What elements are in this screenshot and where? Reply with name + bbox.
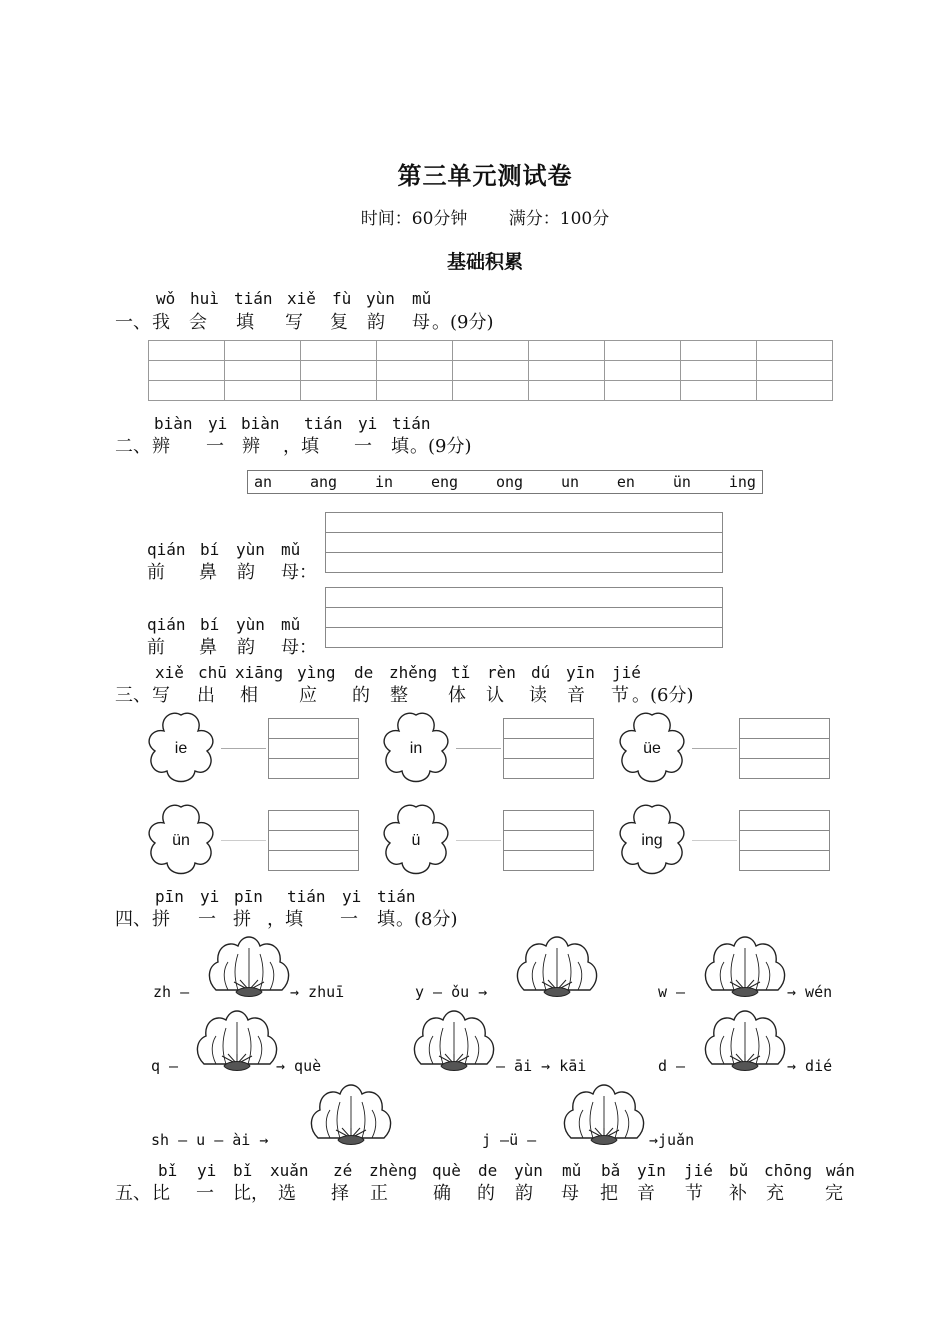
q4-score: 。(8分) — [396, 909, 458, 930]
q3-answer-lines-2[interactable] — [739, 718, 830, 779]
q3-pinyin-3: yìng — [297, 663, 336, 682]
q5-char-14: 充 — [766, 1183, 784, 1204]
q5-char-0: 比 — [152, 1183, 170, 1204]
q4-a-left: zh — — [153, 983, 190, 1001]
q3-char-7: 认 — [486, 685, 504, 706]
option-en: en — [616, 473, 635, 491]
q5-pinyin-10: bǎ — [601, 1161, 621, 1180]
q5-char-4: 择 — [331, 1183, 349, 1204]
q3-pinyin-9: yīn — [566, 663, 595, 682]
q4-char-4: 一 — [340, 909, 358, 930]
q1-char-5: 韵 — [367, 312, 385, 333]
exam-meta — [0, 204, 950, 229]
q5-char-5: 正 — [370, 1183, 388, 1204]
q2-row2-pinyin-3: mǔ — [281, 615, 301, 634]
q2-row2-char-2: 韵 — [237, 637, 255, 658]
finals-options-box — [247, 470, 763, 494]
q2-pinyin-5: tián — [392, 414, 431, 433]
q5-char-2: 比， — [233, 1183, 269, 1204]
q5-char-13: 补 — [729, 1183, 747, 1204]
q2-pinyin-3: tián — [304, 414, 343, 433]
q5-pinyin-2: bǐ — [233, 1161, 253, 1180]
q3-pinyin-4: de — [354, 663, 374, 682]
q5-char-6: 确 — [433, 1183, 451, 1204]
q4-pinyin-5: tián — [377, 887, 416, 906]
q4-d-right: → què — [276, 1057, 322, 1075]
q1-char-3: 写 — [285, 312, 303, 333]
q3-char-3: 应 — [299, 685, 317, 706]
q5-pinyin-4: zé — [333, 1161, 353, 1180]
flower-label-0: ie — [174, 740, 188, 757]
flower-label-2: üe — [643, 740, 661, 757]
q3-pinyin-8: dú — [531, 663, 551, 682]
q4-pinyin-3: tián — [287, 887, 326, 906]
q4-h-left: j —ü — — [482, 1131, 537, 1149]
connector-line — [456, 840, 501, 841]
q4-h-right: →juǎn — [649, 1131, 695, 1149]
q5-pinyin-3: xuǎn — [270, 1161, 309, 1180]
shell-icon — [702, 932, 788, 1000]
option-ing: ing — [728, 473, 756, 491]
q5-pinyin-12: jié — [684, 1161, 713, 1180]
flower-label-4: ü — [411, 832, 421, 849]
q4-pinyin-2: pīn — [234, 887, 263, 906]
q5-pinyin-1: yi — [197, 1161, 217, 1180]
q3-pinyin-2: xiāng — [235, 663, 284, 682]
q3-char-2: 相 — [240, 685, 258, 706]
q2-row2-pinyin-0: qián — [147, 615, 186, 634]
option-ong: ong — [495, 473, 524, 491]
q3-answer-lines-3[interactable] — [268, 810, 359, 871]
q2-row2-char-3: 母： — [281, 637, 317, 658]
connector-line — [221, 748, 266, 749]
q3-pinyin-1: chū — [198, 663, 227, 682]
option-ang: ang — [309, 473, 338, 491]
q2-row1-char-2: 韵 — [237, 562, 255, 583]
q1-char-6: 母 — [412, 312, 430, 333]
q2-row2-char-0: 前 — [147, 637, 165, 658]
q5-pinyin-13: bǔ — [729, 1161, 749, 1180]
q5-pinyin-15: wán — [826, 1161, 855, 1180]
option-an: an — [254, 473, 273, 491]
q4-a-right: → zhuī — [290, 983, 345, 1001]
q4-f-left: d — — [658, 1057, 686, 1075]
q4-char-1: 一 — [198, 909, 216, 930]
page-title: 第三单元测试卷 — [397, 161, 573, 190]
q1-score: 。(9分) — [432, 312, 494, 333]
q5-pinyin-7: de — [478, 1161, 498, 1180]
q2-row1-pinyin-0: qián — [147, 540, 186, 559]
q1-char-1: 会 — [189, 312, 207, 333]
q4-char-0: 拼 — [152, 909, 170, 930]
q2-score: 。(9分) — [410, 436, 472, 457]
connector-line — [221, 840, 266, 841]
q1-pinyin-2: tián — [234, 289, 273, 308]
q4-c-left: w — — [658, 983, 686, 1001]
q2-row1-pinyin-2: yùn — [236, 540, 265, 559]
connector-line — [456, 748, 501, 749]
q4-b-left: y — ǒu → — [415, 983, 488, 1001]
q3-char-9: 音 — [567, 685, 585, 706]
q3-score: 。(6分) — [632, 685, 694, 706]
shell-icon — [194, 1006, 280, 1074]
time-limit: 时间：60分钟 — [360, 209, 468, 229]
q4-c-right: → wén — [787, 983, 833, 1001]
q5-char-10: 把 — [600, 1183, 618, 1204]
q2-pinyin-0: biàn — [154, 414, 193, 433]
q2-row1-pinyin-1: bí — [200, 540, 220, 559]
q3-char-0: 写 — [152, 685, 170, 706]
q3-char-6: 体 — [448, 685, 466, 706]
q3-char-5: 整 — [390, 685, 408, 706]
q5-char-9: 母 — [561, 1183, 579, 1204]
shell-icon — [561, 1080, 647, 1148]
full-score: 满分：100分 — [508, 209, 610, 229]
q4-char-3: ，填 — [267, 909, 303, 930]
q5-pinyin-6: què — [432, 1161, 461, 1180]
q3-char-8: 读 — [529, 685, 547, 706]
q3-char-4: 的 — [352, 685, 370, 706]
q2-row1-char-0: 前 — [147, 562, 165, 583]
q1-pinyin-1: huì — [190, 289, 219, 308]
q2-row2-char-1: 鼻 — [199, 637, 217, 658]
q1-char-2: 填 — [236, 312, 254, 333]
q3-answer-lines-1[interactable] — [503, 718, 594, 779]
q3-answer-lines-0[interactable] — [268, 718, 359, 779]
q4-pinyin-1: yi — [200, 887, 220, 906]
q5-char-15: 完 — [825, 1183, 843, 1204]
shell-icon — [702, 1006, 788, 1074]
connector-line — [692, 840, 737, 841]
q5-char-12: 节 — [685, 1183, 703, 1204]
q5-pinyin-14: chōng — [764, 1161, 813, 1180]
q1-pinyin-4: fù — [332, 289, 352, 308]
q2-pinyin-4: yi — [358, 414, 378, 433]
q2-char-0: 辨 — [152, 436, 170, 457]
option-in: in — [374, 473, 394, 491]
shell-icon — [308, 1080, 394, 1148]
section-heading: 基础积累 — [446, 251, 523, 273]
option-vn: ün — [672, 473, 691, 491]
q4-char-2: 拼 — [233, 909, 251, 930]
flower-label-5: ing — [641, 832, 663, 849]
q3-char-10: 节 — [611, 685, 629, 706]
q5-pinyin-11: yīn — [637, 1161, 666, 1180]
q5-char-8: 韵 — [515, 1183, 533, 1204]
q5-pinyin-5: zhèng — [369, 1161, 418, 1180]
q3-pinyin-0: xiě — [155, 663, 184, 682]
q2-pinyin-2: biàn — [241, 414, 280, 433]
option-eng: eng — [430, 473, 459, 491]
q2-char-4: 一 — [354, 436, 372, 457]
q5-number: 五、 — [115, 1183, 151, 1204]
q1-pinyin-0: wǒ — [156, 289, 176, 308]
q3-answer-lines-5[interactable] — [739, 810, 830, 871]
q2-answer-lines-1[interactable] — [325, 512, 723, 573]
shell-icon — [206, 932, 292, 1000]
q2-row2-pinyin-2: yùn — [236, 615, 265, 634]
connector-line — [692, 748, 737, 749]
q4-g-left: sh — u — ài → — [151, 1131, 269, 1149]
q2-answer-lines-2[interactable] — [325, 587, 723, 648]
q3-char-1: 出 — [197, 685, 215, 706]
shell-icon — [514, 932, 600, 1000]
q2-pinyin-1: yi — [208, 414, 228, 433]
q2-char-1: 一 — [206, 436, 224, 457]
q2-char-5: 填 — [391, 436, 409, 457]
q4-number: 四、 — [115, 909, 151, 930]
q2-row1-char-1: 鼻 — [199, 562, 217, 583]
q4-pinyin-4: yi — [342, 887, 362, 906]
q1-pinyin-6: mǔ — [412, 289, 432, 308]
q1-char-0: 我 — [152, 312, 170, 333]
q3-pinyin-7: rèn — [487, 663, 516, 682]
q2-row1-pinyin-3: mǔ — [281, 540, 301, 559]
q4-d-left: q — — [151, 1057, 179, 1075]
q3-pinyin-5: zhěng — [389, 663, 438, 682]
option-un: un — [560, 473, 579, 491]
q3-answer-lines-4[interactable] — [503, 810, 594, 871]
q3-number: 三、 — [115, 685, 151, 706]
q4-pinyin-0: pīn — [155, 887, 184, 906]
q4-char-5: 填 — [377, 909, 395, 930]
q2-number: 二、 — [115, 436, 151, 457]
q2-row1-char-3: 母： — [281, 562, 317, 583]
q2-char-3: ，填 — [283, 436, 319, 457]
flower-label-1: in — [409, 740, 423, 757]
q4-e-right: — āi → kāi — [496, 1057, 587, 1075]
writing-grid[interactable] — [148, 340, 833, 401]
q2-row2-pinyin-1: bí — [200, 615, 220, 634]
q5-char-7: 的 — [477, 1183, 495, 1204]
q2-char-2: 辨 — [242, 436, 260, 457]
q5-char-3: 选 — [278, 1183, 296, 1204]
flower-label-3: ün — [172, 832, 190, 849]
q1-char-4: 复 — [330, 312, 348, 333]
q5-pinyin-8: yùn — [514, 1161, 543, 1180]
shell-icon — [411, 1006, 497, 1074]
q1-number: 一、 — [115, 312, 151, 333]
q1-pinyin-5: yùn — [366, 289, 395, 308]
q5-char-1: 一 — [196, 1183, 214, 1204]
q3-pinyin-10: jié — [612, 663, 641, 682]
q1-pinyin-3: xiě — [287, 289, 316, 308]
q5-pinyin-0: bǐ — [158, 1161, 178, 1180]
q4-f-right: → dié — [787, 1057, 833, 1075]
q3-pinyin-6: tǐ — [451, 663, 471, 682]
q5-pinyin-9: mǔ — [562, 1161, 582, 1180]
q5-char-11: 音 — [637, 1183, 655, 1204]
